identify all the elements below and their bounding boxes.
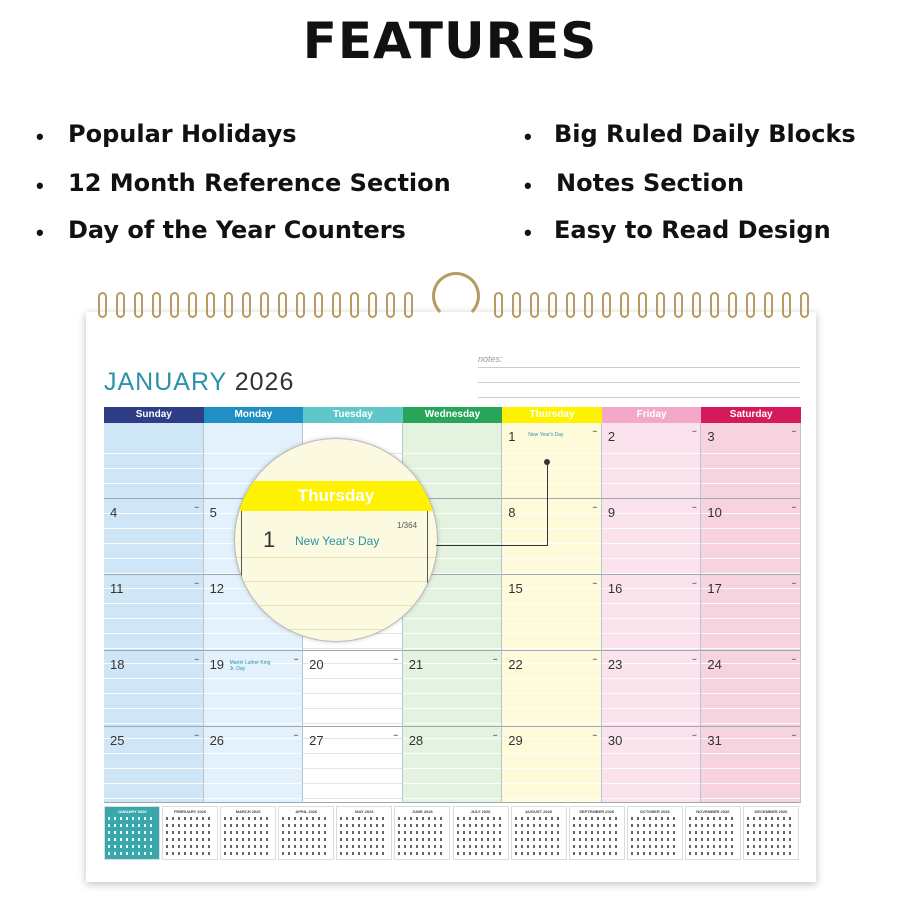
day-of-year-counter: ▬ <box>692 428 697 433</box>
weekday-header: Monday <box>204 407 304 423</box>
day-cell[interactable] <box>602 499 702 575</box>
mini-month-week <box>631 845 679 848</box>
cell-border <box>427 511 428 641</box>
day-of-year-counter: ▬ <box>692 504 697 509</box>
binding-coil <box>404 292 413 318</box>
mini-month-week <box>747 824 795 827</box>
ruled-line <box>235 629 437 630</box>
day-number: 2 <box>607 429 616 444</box>
day-number: 31 <box>707 733 722 748</box>
mini-month-week <box>747 831 795 834</box>
mini-month-week <box>515 838 563 841</box>
holiday-label: New Year's Day <box>528 432 564 438</box>
mini-month-week <box>166 852 214 855</box>
day-cell[interactable] <box>104 499 204 575</box>
mini-month-name: JANUARY 2026 <box>117 809 147 814</box>
ruled-line <box>235 605 437 606</box>
day-number: 18 <box>110 657 125 672</box>
holiday-label: Martin Luther King Jr. Day <box>229 660 271 672</box>
mini-month-week <box>282 824 330 827</box>
day-number: 28 <box>408 733 424 748</box>
mini-month-week <box>631 838 679 841</box>
binding-coil <box>224 292 233 318</box>
day-cell[interactable] <box>403 651 503 727</box>
binding-coil <box>656 292 665 318</box>
mini-month-week <box>747 852 795 855</box>
mini-month-week <box>340 838 388 841</box>
binding-coil <box>710 292 719 318</box>
bullet-icon: • <box>524 173 532 198</box>
mini-month-week <box>166 817 214 820</box>
day-cell[interactable] <box>104 727 204 803</box>
day-number: 17 <box>707 581 722 596</box>
binding-coil <box>278 292 287 318</box>
day-cell[interactable] <box>701 651 801 727</box>
mini-month-name: OCTOBER 2026 <box>639 809 670 814</box>
mini-month-week <box>166 838 214 841</box>
mini-month-week <box>166 845 214 848</box>
binding-coil <box>692 292 701 318</box>
binding-coil <box>548 292 557 318</box>
feature-reference-section: 12 Month Reference Section <box>68 169 451 197</box>
day-of-year-counter: ▬ <box>692 580 697 585</box>
mini-month-week <box>282 838 330 841</box>
day-cell[interactable] <box>104 651 204 727</box>
binding-coil <box>746 292 755 318</box>
weekday-header: Friday <box>602 407 702 423</box>
callout-dot-icon <box>544 459 550 465</box>
mini-month-week <box>224 817 272 820</box>
day-of-year-counter: ▬ <box>194 656 199 661</box>
mini-month-week <box>689 852 737 855</box>
day-of-year-counter: ▬ <box>692 656 697 661</box>
mini-month-week <box>224 838 272 841</box>
magnifier-holiday: New Year's Day <box>295 534 380 548</box>
mini-month-week <box>631 852 679 855</box>
mini-month-week <box>689 824 737 827</box>
day-number: 26 <box>209 733 225 748</box>
mini-month-week <box>515 817 563 820</box>
mini-month-week <box>282 845 330 848</box>
day-number: 9 <box>607 505 616 520</box>
day-number: 1 <box>508 429 516 444</box>
mini-month-week <box>457 852 505 855</box>
magnifier-callout <box>234 438 438 642</box>
spiral-binding <box>98 292 808 326</box>
day-cell[interactable] <box>303 651 403 727</box>
mini-month-week <box>515 824 563 827</box>
day-number: 24 <box>707 657 722 672</box>
mini-month <box>511 806 567 860</box>
feature-notes-section: Notes Section <box>556 169 745 197</box>
day-of-year-counter: ▬ <box>294 732 299 737</box>
mini-month <box>278 806 334 860</box>
mini-month-week <box>108 824 156 827</box>
mini-month-week <box>340 824 388 827</box>
day-cell[interactable] <box>701 575 801 651</box>
mini-month <box>453 806 509 860</box>
mini-month-name: JUNE 2026 <box>412 809 433 814</box>
notes-line <box>478 397 800 398</box>
mini-month-name: FEBRUARY 2026 <box>174 809 207 814</box>
binding-coil <box>368 292 377 318</box>
day-cell[interactable] <box>303 727 403 803</box>
mini-month-week <box>515 845 563 848</box>
cell-border <box>241 511 242 641</box>
mini-month-week <box>224 824 272 827</box>
mini-month-week <box>398 824 446 827</box>
bullet-icon: • <box>524 220 532 245</box>
day-cell[interactable] <box>104 423 204 499</box>
mini-month-week <box>689 817 737 820</box>
mini-month-week <box>398 838 446 841</box>
feature-popular-holidays: Popular Holidays <box>68 120 297 148</box>
mini-month <box>220 806 276 860</box>
binding-coil <box>566 292 575 318</box>
day-cell[interactable] <box>602 651 702 727</box>
mini-month <box>394 806 450 860</box>
day-of-year-counter: ▬ <box>791 732 796 737</box>
mini-month-week <box>340 845 388 848</box>
day-of-year-counter: ▬ <box>791 580 796 585</box>
binding-coil <box>134 292 143 318</box>
mini-month-week <box>108 831 156 834</box>
mini-month-week <box>398 817 446 820</box>
mini-month-week <box>573 838 621 841</box>
binding-coil <box>764 292 773 318</box>
mini-month-week <box>340 852 388 855</box>
mini-month-week <box>457 845 505 848</box>
day-number: 16 <box>607 581 623 596</box>
binding-coil <box>512 292 521 318</box>
notes-line <box>478 367 800 368</box>
day-of-year-counter: ▬ <box>194 504 199 509</box>
day-cell[interactable] <box>602 423 702 499</box>
bullet-icon: • <box>36 173 44 198</box>
mini-month-week <box>108 817 156 820</box>
mini-month-week <box>515 831 563 834</box>
magnifier-date: 1 <box>263 527 276 552</box>
mini-month <box>627 806 683 860</box>
binding-coil <box>314 292 323 318</box>
binding-coil <box>206 292 215 318</box>
day-of-year-counter: ▬ <box>493 656 498 661</box>
day-of-year-counter: ▬ <box>592 428 597 433</box>
mini-month-week <box>747 838 795 841</box>
day-of-year-counter: ▬ <box>294 656 299 661</box>
mini-month-week <box>340 831 388 834</box>
mini-month-week <box>166 831 214 834</box>
mini-month-week <box>166 824 214 827</box>
mini-month-week <box>747 845 795 848</box>
mini-month-week <box>108 845 156 848</box>
day-number: 3 <box>707 429 715 444</box>
mini-month <box>743 806 799 860</box>
mini-month-week <box>224 831 272 834</box>
day-number: 25 <box>110 733 125 748</box>
binding-coil <box>332 292 341 318</box>
day-number: 20 <box>309 657 324 672</box>
day-number: 10 <box>707 505 722 520</box>
month-grid <box>104 407 801 803</box>
bullet-icon: • <box>36 220 44 245</box>
mini-month-name: SEPTEMBER 2026 <box>579 809 615 814</box>
day-cell[interactable] <box>602 575 702 651</box>
day-number: 23 <box>607 657 623 672</box>
weekday-header: Wednesday <box>403 407 503 423</box>
day-cell[interactable] <box>204 651 304 727</box>
day-of-year-counter: ▬ <box>194 732 199 737</box>
day-cell[interactable] <box>502 727 602 803</box>
binding-coil <box>638 292 647 318</box>
day-cell[interactable] <box>602 727 702 803</box>
day-number: 5 <box>209 505 217 520</box>
mini-month <box>569 806 625 860</box>
month-name: JANUARY <box>104 368 227 396</box>
callout-leader-line <box>436 545 548 546</box>
mini-month-name: NOVEMBER 2026 <box>696 809 730 814</box>
feature-day-counters: Day of the Year Counters <box>68 216 406 244</box>
day-cell[interactable] <box>502 575 602 651</box>
bullet-icon: • <box>36 124 44 149</box>
page-title: FEATURES <box>302 12 598 70</box>
day-of-year-counter: ▬ <box>791 504 796 509</box>
mini-month <box>685 806 741 860</box>
mini-month-week <box>573 845 621 848</box>
day-cell[interactable] <box>502 499 602 575</box>
binding-coil <box>350 292 359 318</box>
mini-month-name: DECEMBER 2026 <box>754 809 788 814</box>
weekday-header: Thursday <box>502 407 602 423</box>
day-of-year-counter: ▬ <box>692 732 697 737</box>
day-cell[interactable] <box>701 727 801 803</box>
mini-month-week <box>282 852 330 855</box>
notes-label: notes: <box>478 354 503 364</box>
day-number: 8 <box>508 505 516 520</box>
day-of-year-counter: ▬ <box>393 732 398 737</box>
mini-month <box>162 806 218 860</box>
binding-coil <box>152 292 161 318</box>
mini-month-week <box>573 852 621 855</box>
mini-month-week <box>689 831 737 834</box>
mini-month-name: APRIL 2026 <box>295 809 318 814</box>
mini-month-week <box>340 817 388 820</box>
mini-month-week <box>689 838 737 841</box>
mini-month-name: JULY 2026 <box>470 809 491 814</box>
mini-month-week <box>108 838 156 841</box>
day-of-year-counter: ▬ <box>592 580 597 585</box>
mini-month-week <box>457 824 505 827</box>
ruled-line <box>235 557 437 558</box>
mini-month-week <box>689 845 737 848</box>
binding-coil <box>188 292 197 318</box>
year: 2026 <box>234 368 295 396</box>
day-of-year-counter: ▬ <box>592 504 597 509</box>
day-of-year-counter: ▬ <box>592 656 597 661</box>
day-cell[interactable] <box>701 423 801 499</box>
binding-coil <box>296 292 305 318</box>
day-of-year-counter: ▬ <box>791 656 796 661</box>
day-number: 22 <box>508 657 523 672</box>
mini-month-week <box>282 817 330 820</box>
mini-month-week <box>631 824 679 827</box>
binding-coil <box>620 292 629 318</box>
binding-coil <box>782 292 791 318</box>
mini-month <box>336 806 392 860</box>
binding-coil <box>494 292 503 318</box>
binding-coil <box>98 292 107 318</box>
mini-month-week <box>398 852 446 855</box>
feature-easy-design: Easy to Read Design <box>554 216 831 244</box>
mini-month-week <box>631 817 679 820</box>
binding-coil <box>800 292 809 318</box>
bullet-icon: • <box>524 124 532 149</box>
mini-month-week <box>631 831 679 834</box>
mini-month <box>104 806 160 860</box>
mini-month-week <box>747 817 795 820</box>
weekday-header: Sunday <box>104 407 204 423</box>
day-number: 4 <box>110 505 118 520</box>
day-of-year-counter: ▬ <box>592 732 597 737</box>
day-number: 29 <box>508 733 523 748</box>
binding-coil <box>530 292 539 318</box>
day-number: 15 <box>508 581 523 596</box>
mini-month-week <box>515 852 563 855</box>
mini-month-week <box>224 845 272 848</box>
weekday-header: Tuesday <box>303 407 403 423</box>
day-number: 30 <box>607 733 623 748</box>
binding-coil <box>674 292 683 318</box>
day-cell[interactable] <box>701 499 801 575</box>
mini-month-name: MARCH 2026 <box>235 809 261 814</box>
mini-month-week <box>398 845 446 848</box>
binding-coil <box>584 292 593 318</box>
binding-coil <box>170 292 179 318</box>
magnifier-day-header: Thursday <box>235 481 437 511</box>
mini-month-week <box>573 817 621 820</box>
mini-month-week <box>398 831 446 834</box>
binding-coil <box>116 292 125 318</box>
twelve-month-reference <box>104 806 801 860</box>
magnifier-day-counter: 1/364 <box>397 521 418 530</box>
day-cell[interactable] <box>502 423 602 499</box>
mini-month-week <box>282 831 330 834</box>
day-of-year-counter: ▬ <box>791 428 796 433</box>
mini-month-week <box>457 831 505 834</box>
day-of-year-counter: ▬ <box>493 732 498 737</box>
day-cell[interactable] <box>403 727 503 803</box>
mini-month-week <box>573 831 621 834</box>
day-number: 27 <box>309 733 324 748</box>
day-number: 21 <box>408 657 424 672</box>
mini-month-week <box>457 838 505 841</box>
day-number: 11 <box>110 581 124 596</box>
binding-coil <box>386 292 395 318</box>
mini-month-name: MAY 2026 <box>355 809 374 814</box>
mini-month-week <box>573 824 621 827</box>
day-number: 19 <box>209 657 225 672</box>
day-cell[interactable] <box>204 727 304 803</box>
binding-coil <box>602 292 611 318</box>
day-number: 12 <box>209 581 225 596</box>
day-cell[interactable] <box>104 575 204 651</box>
day-of-year-counter: ▬ <box>194 580 199 585</box>
callout-leader-line <box>547 462 548 546</box>
mini-month-week <box>224 852 272 855</box>
feature-ruled-blocks: Big Ruled Daily Blocks <box>554 120 856 148</box>
mini-month-name: AUGUST 2026 <box>525 809 553 814</box>
mini-month-week <box>457 817 505 820</box>
weekday-header: Saturday <box>701 407 801 423</box>
day-of-year-counter: ▬ <box>393 656 398 661</box>
mini-month-week <box>108 852 156 855</box>
day-cell[interactable] <box>502 651 602 727</box>
binding-coil <box>242 292 251 318</box>
notes-line <box>478 382 800 383</box>
binding-coil <box>260 292 269 318</box>
ruled-line <box>235 581 437 582</box>
calendar-month-title <box>104 368 294 397</box>
binding-coil <box>728 292 737 318</box>
